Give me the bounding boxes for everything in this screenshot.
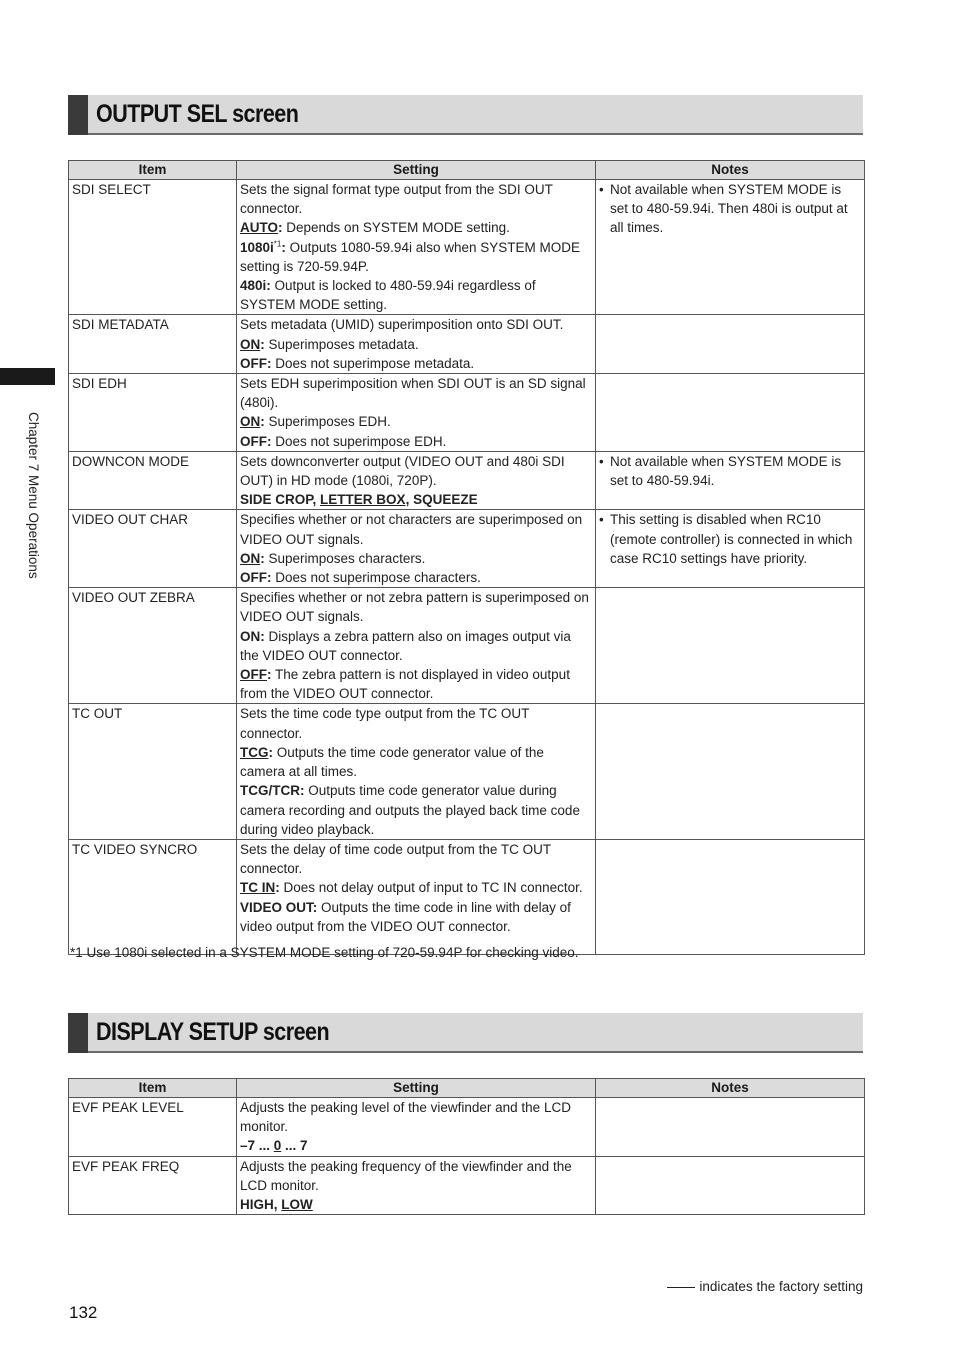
notes-cell: [596, 510, 865, 588]
notes-cell: [596, 374, 865, 452]
setting-description: Sets EDH superimposition when SDI OUT is an SD signal (480i).: [240, 376, 586, 411]
option-text: Does not superimpose EDH.: [271, 433, 447, 449]
setting-description: Sets the signal format type output from the SDI OUT connector.: [240, 182, 553, 217]
table-row: [69, 704, 865, 839]
factory-setting-text: indicates the factory setting: [699, 1279, 863, 1294]
colon: :: [260, 550, 265, 566]
setting-option: [240, 549, 592, 568]
option-text: Does not delay output of input to TC IN connector.: [279, 880, 583, 896]
table-row: [69, 1098, 865, 1157]
setting-description: Specifies whether or not zebra pattern is superimposed on VIDEO OUT signals.: [240, 590, 589, 625]
range-text: –7 ...: [240, 1138, 274, 1154]
option-label: , SQUEEZE: [405, 492, 478, 508]
setting-description: Sets the time code type output from the TC OUT connector.: [240, 706, 530, 741]
footnote-marker: *1: [273, 239, 282, 249]
option-label: ON: [240, 550, 261, 566]
setting-cell: [237, 1098, 596, 1157]
note-text: Not available when SYSTEM MODE is set to 480-59.94i.: [610, 453, 842, 489]
item-cell: TC VIDEO SYNCRO: [69, 839, 237, 954]
setting-cell: [237, 1156, 596, 1215]
header-notes: Notes: [596, 1079, 865, 1098]
section-header-display-setup: [68, 1013, 863, 1053]
setting-option: [240, 627, 592, 665]
table-row: [69, 180, 865, 315]
chapter-tab-marker: [0, 368, 55, 385]
option-label: HIGH,: [240, 1197, 282, 1213]
table-header-row: [69, 1079, 865, 1098]
setting-cell: [237, 704, 596, 839]
item-cell: TC OUT: [69, 704, 237, 839]
option-label: OFF:: [240, 433, 272, 449]
option-text: Depends on SYSTEM MODE setting.: [282, 220, 510, 236]
setting-cell: [237, 510, 596, 588]
setting-description: Sets metadata (UMID) superimposition onto SDI OUT.: [240, 317, 564, 333]
header-notes: Notes: [596, 161, 865, 180]
option-text: Displays a zebra pattern also on images output via the VIDEO OUT connector.: [240, 628, 571, 663]
notes-cell: [596, 839, 865, 954]
table-header-row: [69, 161, 865, 180]
notes-cell: [596, 315, 865, 374]
setting-option: [240, 218, 592, 237]
section-title: OUTPUT SEL screen: [96, 100, 299, 128]
display-setup-table: [68, 1078, 865, 1215]
bullet-icon: •: [599, 453, 604, 469]
setting-options: [240, 1195, 592, 1214]
output-sel-table: [68, 160, 865, 955]
item-cell: VIDEO OUT CHAR: [69, 510, 237, 588]
note: [599, 452, 861, 490]
setting-cell: [237, 180, 596, 315]
item-cell: SDI EDH: [69, 374, 237, 452]
bullet-icon: •: [599, 512, 604, 528]
colon: :: [281, 239, 286, 255]
option-label: OFF:: [240, 570, 272, 586]
chapter-label: Chapter 7 Menu Operations: [26, 412, 41, 579]
option-label: ON: [240, 414, 261, 430]
notes-cell: [596, 588, 865, 704]
option-label: 1080i: [240, 239, 274, 255]
option-text: Output is locked to 480-59.94i regardless of SYSTEM MODE setting.: [240, 278, 536, 313]
option-label: OFF:: [240, 355, 272, 371]
option-label: TCG/TCR:: [240, 783, 305, 799]
setting-options: [240, 490, 592, 509]
option-label: SIDE CROP,: [240, 492, 317, 508]
colon: :: [260, 414, 265, 430]
bullet-icon: •: [599, 182, 604, 197]
section-header-output-sel: [68, 95, 863, 135]
section-header-bar: [68, 95, 88, 135]
option-label: ON:: [240, 628, 265, 644]
setting-option: [240, 335, 592, 354]
table-row: [69, 1156, 865, 1215]
range-default: 0: [273, 1138, 282, 1154]
option-label: TCG: [240, 744, 269, 760]
option-label-default: LETTER BOX: [320, 492, 406, 508]
notes-cell: [596, 1156, 865, 1215]
option-label: OFF: [240, 667, 267, 683]
setting-option: [240, 354, 592, 373]
colon: :: [260, 336, 265, 352]
table-row: [69, 588, 865, 704]
header-setting: Setting: [237, 1079, 596, 1098]
option-text: The zebra pattern is not displayed in video output from the VIDEO OUT connector.: [240, 667, 570, 702]
note: [599, 180, 861, 238]
option-text: Superimposes EDH.: [264, 414, 391, 430]
item-cell: EVF PEAK LEVEL: [69, 1098, 237, 1157]
note-text: Not available when SYSTEM MODE is set to 480-59.94i. Then 480i is output at all times.: [610, 182, 848, 236]
setting-option: [240, 743, 592, 781]
header-item: Item: [69, 161, 237, 180]
factory-setting-legend: [667, 1279, 863, 1294]
page-number: 132: [69, 1303, 98, 1322]
item-cell: SDI METADATA: [69, 315, 237, 374]
option-text: Superimposes metadata.: [264, 336, 419, 352]
setting-cell: [237, 315, 596, 374]
setting-cell: [237, 588, 596, 704]
item-cell: SDI SELECT: [69, 180, 237, 315]
header-item: Item: [69, 1079, 237, 1098]
setting-description: Adjusts the peaking level of the viewfinder and the LCD monitor.: [240, 1100, 571, 1135]
option-text: Superimposes characters.: [264, 550, 426, 566]
setting-cell: [237, 374, 596, 452]
setting-option: [240, 432, 592, 451]
note-text: This setting is disabled when RC10 (remote controller) is connected in which case RC10 settings have priority.: [610, 512, 853, 566]
range-text: ... 7: [281, 1138, 308, 1154]
option-text: Does not superimpose metadata.: [271, 355, 475, 371]
setting-option: [240, 898, 592, 936]
option-label: ON: [240, 336, 261, 352]
section-title: DISPLAY SETUP screen: [96, 1018, 330, 1046]
setting-description: Specifies whether or not characters are superimposed on VIDEO OUT signals.: [240, 512, 583, 547]
option-label: VIDEO OUT:: [240, 899, 318, 915]
item-cell: DOWNCON MODE: [69, 451, 237, 510]
option-text: Outputs 1080-59.94i also when SYSTEM MODE setting is 720-59.94P.: [240, 239, 580, 274]
option-text: Outputs the time code in line with delay of video output from the VIDEO OUT connector.: [240, 899, 571, 934]
colon: :: [268, 744, 273, 760]
notes-cell: [596, 451, 865, 510]
table-row: [69, 510, 865, 588]
notes-cell: [596, 180, 865, 315]
option-label: 480i:: [240, 278, 271, 294]
setting-option: [240, 412, 592, 431]
setting-description: Adjusts the peaking frequency of the viewfinder and the LCD monitor.: [240, 1158, 572, 1193]
option-label: AUTO: [240, 220, 279, 236]
colon: :: [278, 220, 283, 236]
header-setting: Setting: [237, 161, 596, 180]
option-text: Does not superimpose characters.: [271, 570, 481, 586]
setting-option: [240, 665, 592, 703]
setting-option: [240, 568, 592, 587]
item-cell: EVF PEAK FREQ: [69, 1156, 237, 1215]
setting-cell: [237, 451, 596, 510]
footnote: *1 Use 1080i selected in a SYSTEM MODE setting of 720-59.94P for checking video.: [70, 945, 579, 960]
setting-description: Sets downconverter output (VIDEO OUT and 480i SDI OUT) in HD mode (1080i, 720P).: [240, 453, 565, 489]
table-row: [69, 451, 865, 510]
setting-option: [240, 781, 592, 839]
table-row: [69, 374, 865, 452]
notes-cell: [596, 1098, 865, 1157]
note: [599, 510, 861, 568]
item-cell: VIDEO OUT ZEBRA: [69, 588, 237, 704]
setting-range: [240, 1136, 592, 1155]
table-row: [69, 839, 865, 954]
section-header-bar: [68, 1013, 88, 1053]
option-label: TC IN: [240, 880, 276, 896]
colon: :: [275, 880, 280, 896]
setting-cell: [237, 839, 596, 954]
setting-option: [240, 878, 592, 897]
notes-cell: [596, 704, 865, 839]
colon: :: [267, 667, 272, 683]
option-label-default: LOW: [281, 1197, 313, 1213]
underline-sample: [667, 1287, 695, 1288]
option-text: Outputs the time code generator value of the camera at all times.: [240, 744, 544, 780]
setting-description: Sets the delay of time code output from the TC OUT connector.: [240, 841, 551, 877]
setting-option: [240, 238, 592, 276]
option-text: Outputs time code generator value during camera recording and outputs the played back time code during video playback.: [240, 783, 580, 837]
setting-option: [240, 276, 592, 314]
table-row: [69, 315, 865, 374]
